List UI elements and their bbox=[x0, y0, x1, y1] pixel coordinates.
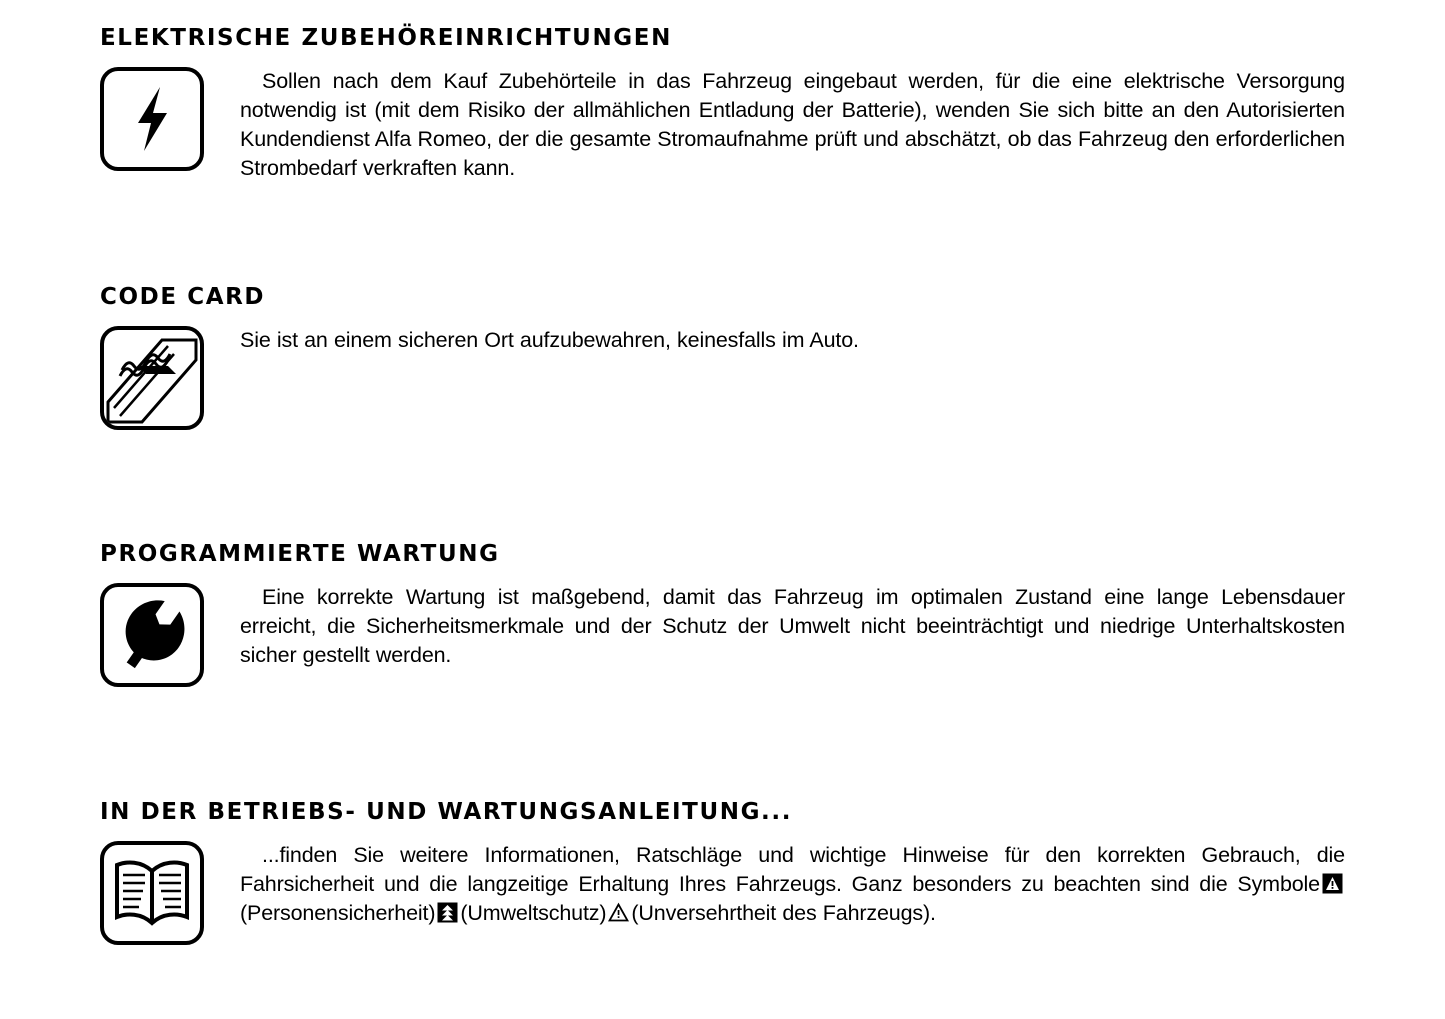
section-title: PROGRAMMIERTE WARTUNG bbox=[100, 541, 500, 567]
section-paragraph bbox=[204, 841, 1345, 928]
wrench-icon bbox=[100, 583, 204, 687]
section-paragraph bbox=[204, 326, 1345, 355]
section-title: CODE CARD bbox=[100, 284, 266, 310]
paragraph-text: Eine korrekte Wartung ist maßgebend, damit das Fahrzeug im optimalen Zustand eine lange Lebensdauer erreicht, die Sicherheitsmerkmale und der Schutz der Umwelt nicht beeinträchtigt und niedrige Unterhaltskosten sicher gestellt werden. bbox=[240, 585, 1345, 668]
section-paragraph bbox=[204, 583, 1345, 670]
section-title: ELEKTRISCHE ZUBEHÖREINRICHTUNGEN bbox=[100, 25, 672, 51]
section-body bbox=[100, 67, 1345, 183]
environment-protection-icon bbox=[437, 902, 458, 923]
vehicle-integrity-warning-icon bbox=[608, 902, 629, 923]
section-body bbox=[100, 326, 1345, 430]
paragraph-text-part3: (Umweltschutz) bbox=[460, 901, 607, 926]
section-code-card bbox=[100, 285, 1345, 430]
section-title: IN DER BETRIEBS- UND WARTUNGSANLEITUNG... bbox=[100, 799, 793, 825]
section-body bbox=[100, 841, 1345, 945]
section-body bbox=[100, 583, 1345, 687]
section-scheduled-maintenance bbox=[100, 542, 1345, 687]
open-book-icon bbox=[100, 841, 204, 945]
lightning-bolt-icon bbox=[100, 67, 204, 171]
section-paragraph bbox=[204, 67, 1345, 183]
section-electrical-accessories bbox=[100, 26, 1345, 183]
paragraph-text: Sie ist an einem sicheren Ort aufzubewahren, keinesfalls im Auto. bbox=[240, 328, 859, 353]
code-card-icon bbox=[100, 326, 204, 430]
personal-safety-warning-icon bbox=[1322, 873, 1343, 894]
section-owners-manual bbox=[100, 800, 1345, 945]
paragraph-text-part2: (Personensicherheit) bbox=[240, 901, 436, 926]
paragraph-text-part1: ...finden Sie weitere Informationen, Ratschläge und wichtige Hinweise für den korrekten Gebrauch, die Fahrsicherheit und die langzeitige Erhaltung Ihres Fahrzeugs. Ganz besonders zu beachten sind die Symbole bbox=[240, 843, 1345, 897]
paragraph-text-part4: (Unversehrtheit des Fahrzeugs). bbox=[631, 901, 936, 926]
paragraph-text: Sollen nach dem Kauf Zubehörteile in das Fahrzeug eingebaut werden, für die eine elektrische Versorgung notwendig ist (mit dem Risiko der allmählichen Entladung der Batterie), wenden Sie sich bitte an den Autorisierten Kundendienst Alfa Romeo, der die gesamte Stromaufnahme prüft und abschätzt, ob das Fahrzeug den erforderlichen Strombedarf verkraften kann. bbox=[240, 69, 1345, 181]
